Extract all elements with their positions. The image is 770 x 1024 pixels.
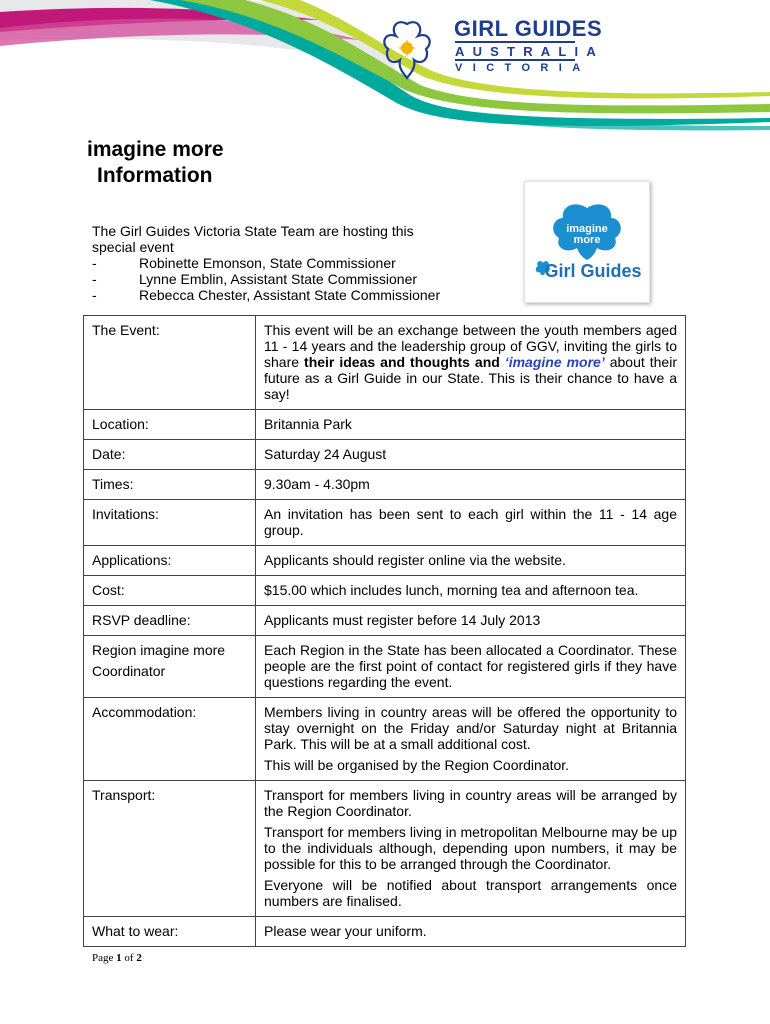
table-row-location [84,410,686,440]
row-value: Each Region in the State has been allocated a Coordinator. These people are the first point of contact for registered girls if they have questions regarding the event. [256,636,686,698]
table-row-transport [84,781,686,917]
title-line-2: Information [97,164,213,187]
table-row-applications [84,546,686,576]
row-value: $15.00 which includes lunch, morning tea and afternoon tea. [256,576,686,606]
trefoil-icon [378,18,436,80]
table-row-event [84,316,686,410]
row-label: RSVP deadline: [84,606,256,636]
table-row-rsvp [84,606,686,636]
host-list-item: - Rebecca Chester, Assistant State Commissioner [92,287,441,303]
row-label: Date: [84,440,256,470]
logo-divider [455,41,575,43]
row-label: Applications: [84,546,256,576]
host-list-item: - Lynne Emblin, Assistant State Commissioner [92,271,418,287]
row-label: Times: [84,470,256,500]
row-value: Applicants must register before 14 July 2013 [256,606,686,636]
row-value: 9.30am - 4.30pm [256,470,686,500]
row-value: This event will be an exchange between the youth members aged 11 - 14 years and the leadership group of GGV, inviting the girls to share their ideas and thoughts and ‘imagine more’ about their future as a Girl Guide in our State. This is their chance to have a say! [256,316,686,410]
title-line-1: imagine more [87,138,224,161]
row-label: Region imagine more Coordinator [84,636,256,698]
table-row-times [84,470,686,500]
host-name: Lynne Emblin, Assistant State Commissioner [139,271,418,287]
intro-line: special event [92,239,174,255]
row-label: Invitations: [84,500,256,546]
badge-text-imagine: imagine [566,223,608,235]
row-value: Britannia Park [256,410,686,440]
host-name: Robinette Emonson, State Commissioner [139,255,396,271]
table-row-coordinator [84,636,686,698]
logo-divider [455,59,575,61]
intro-line: The Girl Guides Victoria State Team are hosting this [92,223,414,239]
girl-guides-logo [378,14,604,84]
page-title [87,137,224,189]
imagine-more-trefoil-icon [525,182,649,302]
row-label: The Event: [84,316,256,410]
row-value: Applicants should register online via the website. [256,546,686,576]
host-name: Rebecca Chester, Assistant State Commissioner [139,287,441,303]
logo-text-victoria: VICTORIA [455,62,591,74]
table-row-cost [84,576,686,606]
row-label: Transport: [84,781,256,917]
logo-text-australia: AUSTRALIA [455,44,604,59]
row-value: Members living in country areas will be offered the opportunity to stay overnight on the Friday and/or Saturday night at Britannia Park. This will be at a small additional cost. This will be organised by the Region Coordinator. [256,698,686,781]
table-row-accommodation [84,698,686,781]
row-label: Cost: [84,576,256,606]
row-label: Location: [84,410,256,440]
row-label: What to wear: [84,917,256,947]
row-value: An invitation has been sent to each girl within the 11 - 14 age group. [256,500,686,546]
badge-text-more: more [573,234,601,246]
event-info-table [83,315,686,947]
row-value: Saturday 24 August [256,440,686,470]
row-label: Accommodation: [84,698,256,781]
row-value: Transport for members living in country areas will be arranged by the Region Coordinator. Transport for members living in metropolitan Melbourne may be up to the individuals although, depending upon numbers, it may be possible for this to be arranged through the Coordinator. Everyone will be notified about transport arrangements once numbers are finalised. [256,781,686,917]
badge-text-girl-guides: Girl Guides [544,261,642,281]
table-row-date [84,440,686,470]
imagine-more-badge [524,181,650,303]
table-row-what-to-wear [84,917,686,947]
intro-text [92,223,512,303]
logo-text-girl-guides: GIRL GUIDES [454,16,603,41]
table-row-invitations [84,500,686,546]
page-number: Page 1 of 2 [92,952,142,964]
row-value: Please wear your uniform. [256,917,686,947]
host-list-item: - Robinette Emonson, State Commissioner [92,255,396,271]
